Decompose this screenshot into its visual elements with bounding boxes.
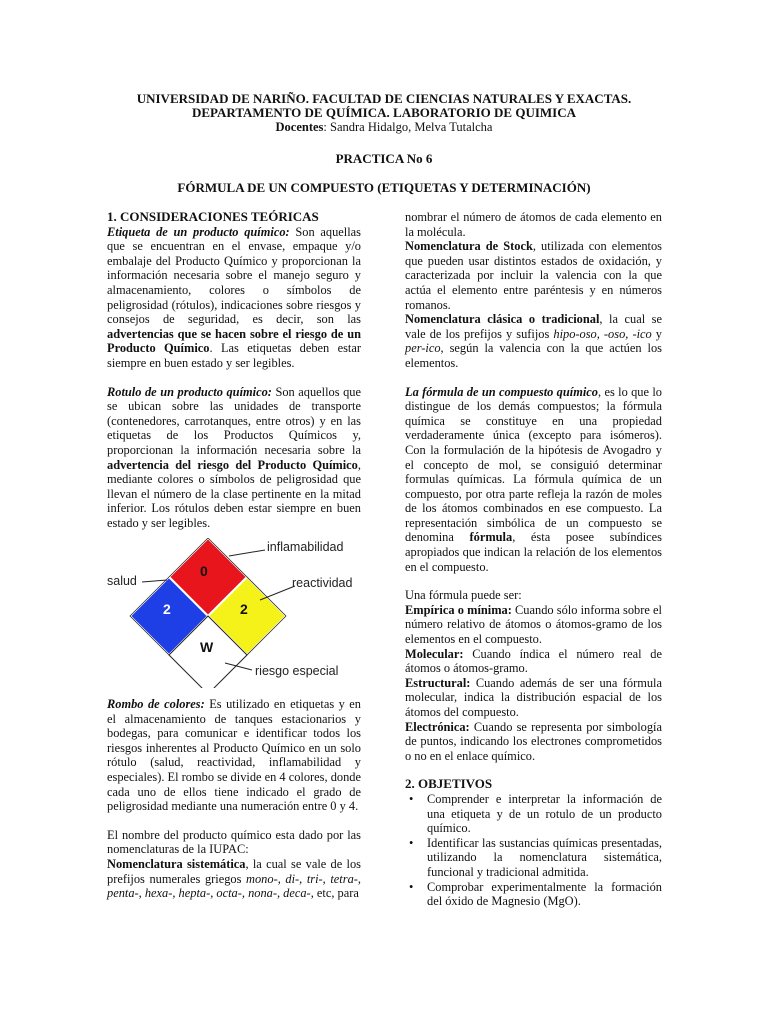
document-header: [0, 92, 768, 134]
tipos-intro: Una fórmula puede ser:: [405, 588, 522, 603]
sistematica-paragraph: Nomenclatura sistemática, la cual se vale de los prefijos numerales griegos mono-, di-, tri-, tetra-, penta-, hexa-, hepta-, octa-, nona-, deca-, etc, para: [107, 856, 361, 901]
diamond-bottom-value: W: [200, 639, 214, 656]
diamond-top-value: 0: [200, 563, 208, 580]
rombo-paragraph: Rombo de colores: Es utilizado en etiquetas y en el almacenamiento de tanques estacionarios y bodegas, para comunicar e identificar todos los riesgos inherentes al Producto Químico en un solo rótulo (salud, reactividad, inflamabilidad y especiales). El rombo se divide en 4 colores, donde cada uno de ellos tiene indicado el grado de peligrosidad mediante una numeración entre 0 y 4.: [107, 697, 361, 814]
clasica-paragraph: Nomenclatura clásica o tradicional, la cual se vale de los prefijos y sufijos hipo-oso, -oso, -ico y per-ico, según la valencia con la que actúen los elementos.: [405, 312, 662, 370]
header-docentes: Docentes: Sandra Hidalgo, Melva Tutalcha: [275, 120, 493, 134]
right-column: [405, 210, 662, 909]
objectives-list: [405, 792, 662, 909]
nombre-paragraph: El nombre del producto químico esta dado por las nomenclaturas de la IUPAC:: [107, 827, 361, 857]
left-column-top: [107, 210, 361, 688]
stock-paragraph: Nomenclatura de Stock, utilizada con elementos que pueden usar distintos estados de oxidación, y caracterizada por incluir la valencia con la que actúa el elemento entre paréntesis y en números romanos.: [405, 239, 662, 312]
label-riesgo-especial: riesgo especial: [255, 664, 339, 679]
formula-paragraph: La fórmula de un compuesto químico, es lo que lo distingue de los demás compuestos; la fórmula química se constituye en una propiedad verdaderamente única (excepto para isómeros). Con la formulación de la hipótesis de Avogadro y el concepto de mol, se consiguió determinar formulas químicas. La fórmula química de un compuesto, por otra parte refleja la razón de moles de los átomos combinados en ese compuesto. La representación simbólica de un compuesto se denomina fórmula, ésta posee subíndices apropiados que indican la relación de los elementos en el compuesto.: [405, 384, 662, 574]
header-department: DEPARTAMENTO DE QUÍMICA. LABORATORIO DE QUIMICA: [191, 105, 577, 120]
electronica-paragraph: Electrónica: Cuando se representa por simbología de puntos, indicando los electrones comprometidos o no en el enlace químico.: [405, 719, 662, 763]
rotulo-paragraph: Rotulo de un producto químico: Son aquellos que se ubican sobre las unidades de transporte (contenedores, carrotanques, entre otros) y en las etiquetas de los Productos Químicos y, proporcionan la información necesaria sobre la advertencia del riesgo del Producto Químico, mediante colores o símbolos de peligrosidad que llevan el número de la clase pertinente en la mitad inferior. Los rótulos deben estar siempre en buen estado y ser legibles.: [107, 384, 361, 530]
estructural-paragraph: Estructural: Cuando además de ser una fórmula molecular, indica la distribución espacial de los átomos del compuesto.: [405, 675, 662, 719]
label-salud: salud: [107, 574, 137, 589]
diamond-right-value: 2: [240, 601, 248, 618]
sistematica-continued: nombrar el número de átomos de cada elemento en la molécula.: [405, 210, 662, 239]
list-item: • Comprobar experimentalmente la formación del óxido de Magnesio (MgO).: [423, 880, 662, 909]
list-item: • Identificar las sustancias químicas presentadas, utilizando la nomenclatura sistemática, funcional y tradicional admitida.: [423, 836, 662, 880]
section1-heading: 1. CONSIDERACIONES TEÓRICAS: [107, 209, 319, 224]
header-university: UNIVERSIDAD DE NARIÑO. FACULTAD DE CIENCIAS NATURALES Y EXACTAS.: [136, 91, 632, 106]
left-column-bottom: [107, 697, 361, 901]
label-reactividad: reactividad: [292, 576, 353, 591]
practice-number: PRACTICA No 6: [335, 151, 433, 166]
label-inflamabilidad: inflamabilidad: [267, 540, 344, 555]
diamond-left-value: 2: [163, 601, 171, 618]
list-item: • Comprender e interpretar la información de una etiqueta y de un rotulo de un producto químico.: [423, 792, 662, 836]
empirica-paragraph: Empírica o mínima: Cuando sólo informa sobre el número relativo de átomos o átomos-gramo de los elementos en el compuesto.: [405, 602, 662, 647]
section2-heading: 2. OBJETIVOS: [405, 776, 493, 792]
molecular-paragraph: Molecular: Cuando índica el número real de átomos o átomos-gramo.: [405, 646, 662, 676]
hazard-diamond-figure: [107, 538, 365, 688]
document-title: FÓRMULA DE UN COMPUESTO (ETIQUETAS Y DETERMINACIÓN): [177, 180, 591, 195]
etiqueta-paragraph: Etiqueta de un producto químico: Son aquellas que se encuentran en el envase, empaque y/o embalaje del Producto Químico y proporcionan la información necesaria sobre el manejo seguro y almacenamiento, colores o símbolos de peligrosidad (rótulos), indicaciones sobre riesgos y consejos de seguridad, es decir, son las advertencias que se hacen sobre el riesgo de un Producto Químico. Las etiquetas deben estar siempre en buen estado y ser legibles.: [107, 224, 362, 370]
